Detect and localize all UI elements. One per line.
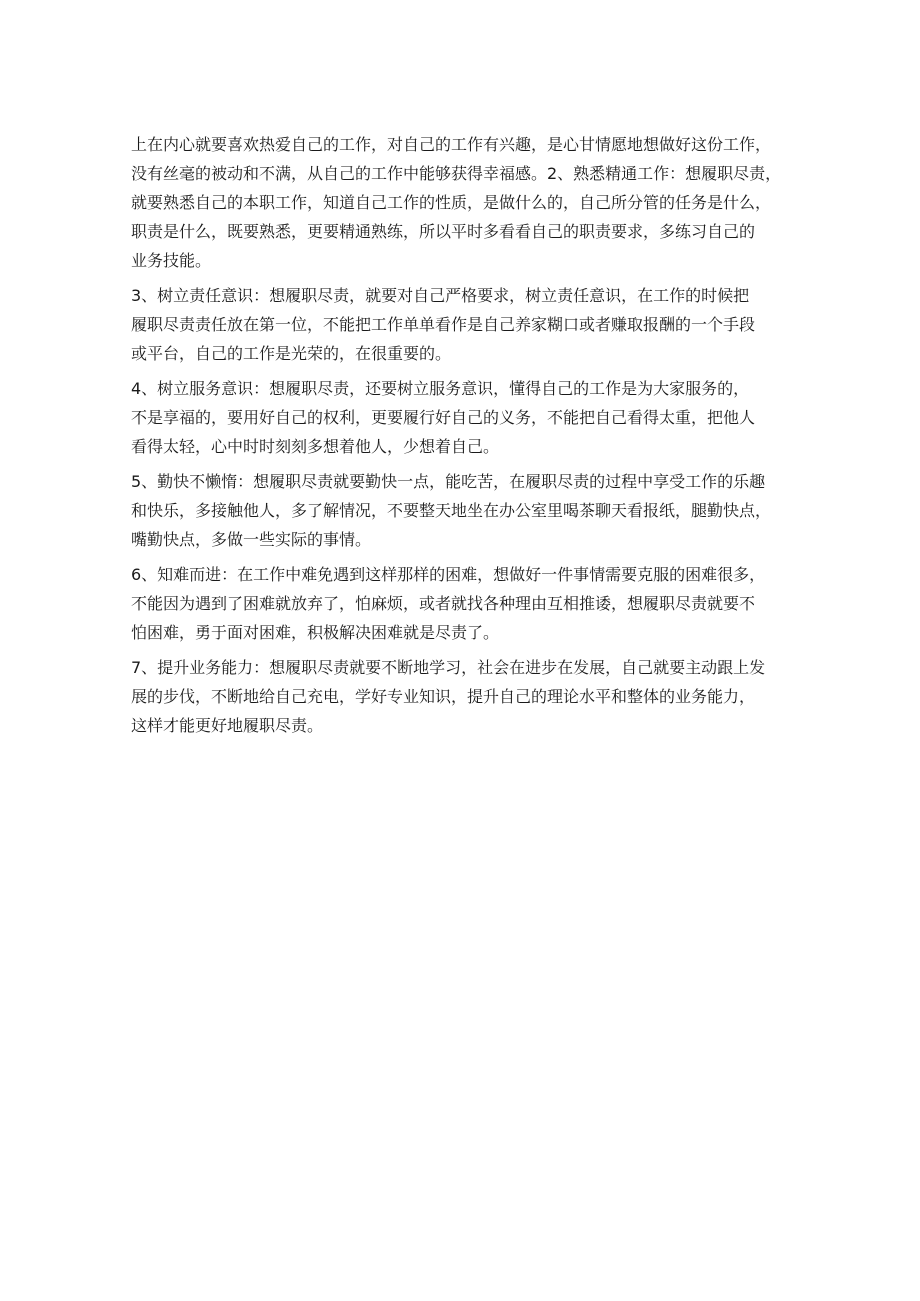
text-line: 没有丝毫的被动和不满，从自己的工作中能够获得幸福感。2、熟悉精通工作：想履职尽责， [131,164,782,183]
text-line: 展的步伐，不断地给自己充电，学好专业知识，提升自己的理论水平和整体的业务能力， [131,687,756,706]
text-line: 职责是什么，既要熟悉，更要精通熟练，所以平时多看看自己的职责要求，多练习自己的 [131,222,756,241]
paragraph-5 [131,560,811,647]
text-line: 这样才能更好地履职尽责。 [131,716,324,735]
text-line: 3、树立责任意识：想履职尽责，就要对自己严格要求，树立责任意识，在工作的时候把 [131,286,750,305]
paragraph-4 [131,467,811,554]
paragraph-6 [131,653,811,740]
text-line: 5、勤快不懒惰：想履职尽责就要勤快一点，能吃苦，在履职尽责的过程中享受工作的乐趣 [131,472,766,491]
paragraph-1 [131,130,811,275]
text-line: 上在内心就要喜欢热爱自己的工作，对自己的工作有兴趣，是心甘情愿地想做好这份工作， [131,135,772,154]
text-line: 不能因为遇到了困难就放弃了，怕麻烦，或者就找各种理由互相推诿，想履职尽责就要不 [131,594,756,613]
text-line: 看得太轻，心中时时刻刻多想着他人，少想着自己。 [131,437,500,456]
text-line: 嘴勤快点，多做一些实际的事情。 [131,530,372,549]
paragraph-3 [131,374,811,461]
paragraph-2 [131,281,811,368]
text-line: 或平台，自己的工作是光荣的，在很重要的。 [131,344,452,363]
text-line: 不是享福的，要用好自己的权利，更要履行好自己的义务，不能把自己看得太重，把他人 [131,408,756,427]
text-line: 业务技能。 [131,251,212,270]
text-line: 6、知难而进：在工作中难免遇到这样那样的困难，想做好一件事情需要克服的困难很多， [131,565,766,584]
document-body [131,130,811,746]
text-line: 和快乐，多接触他人，多了解情况，不要整天地坐在办公室里喝茶聊天看报纸，腿勤快点， [131,501,772,520]
text-line: 履职尽责责任放在第一位，不能把工作单单看作是自己养家糊口或者赚取报酬的一个手段 [131,315,756,334]
text-line: 7、提升业务能力：想履职尽责就要不断地学习，社会在进步在发展，自己就要主动跟上发 [131,658,766,677]
text-line: 怕困难，勇于面对困难，积极解决困难就是尽责了。 [131,623,500,642]
text-line: 就要熟悉自己的本职工作，知道自己工作的性质，是做什么的，自己所分管的任务是什么， [131,193,772,212]
text-line: 4、树立服务意识：想履职尽责，还要树立服务意识，懂得自己的工作是为大家服务的， [131,379,750,398]
